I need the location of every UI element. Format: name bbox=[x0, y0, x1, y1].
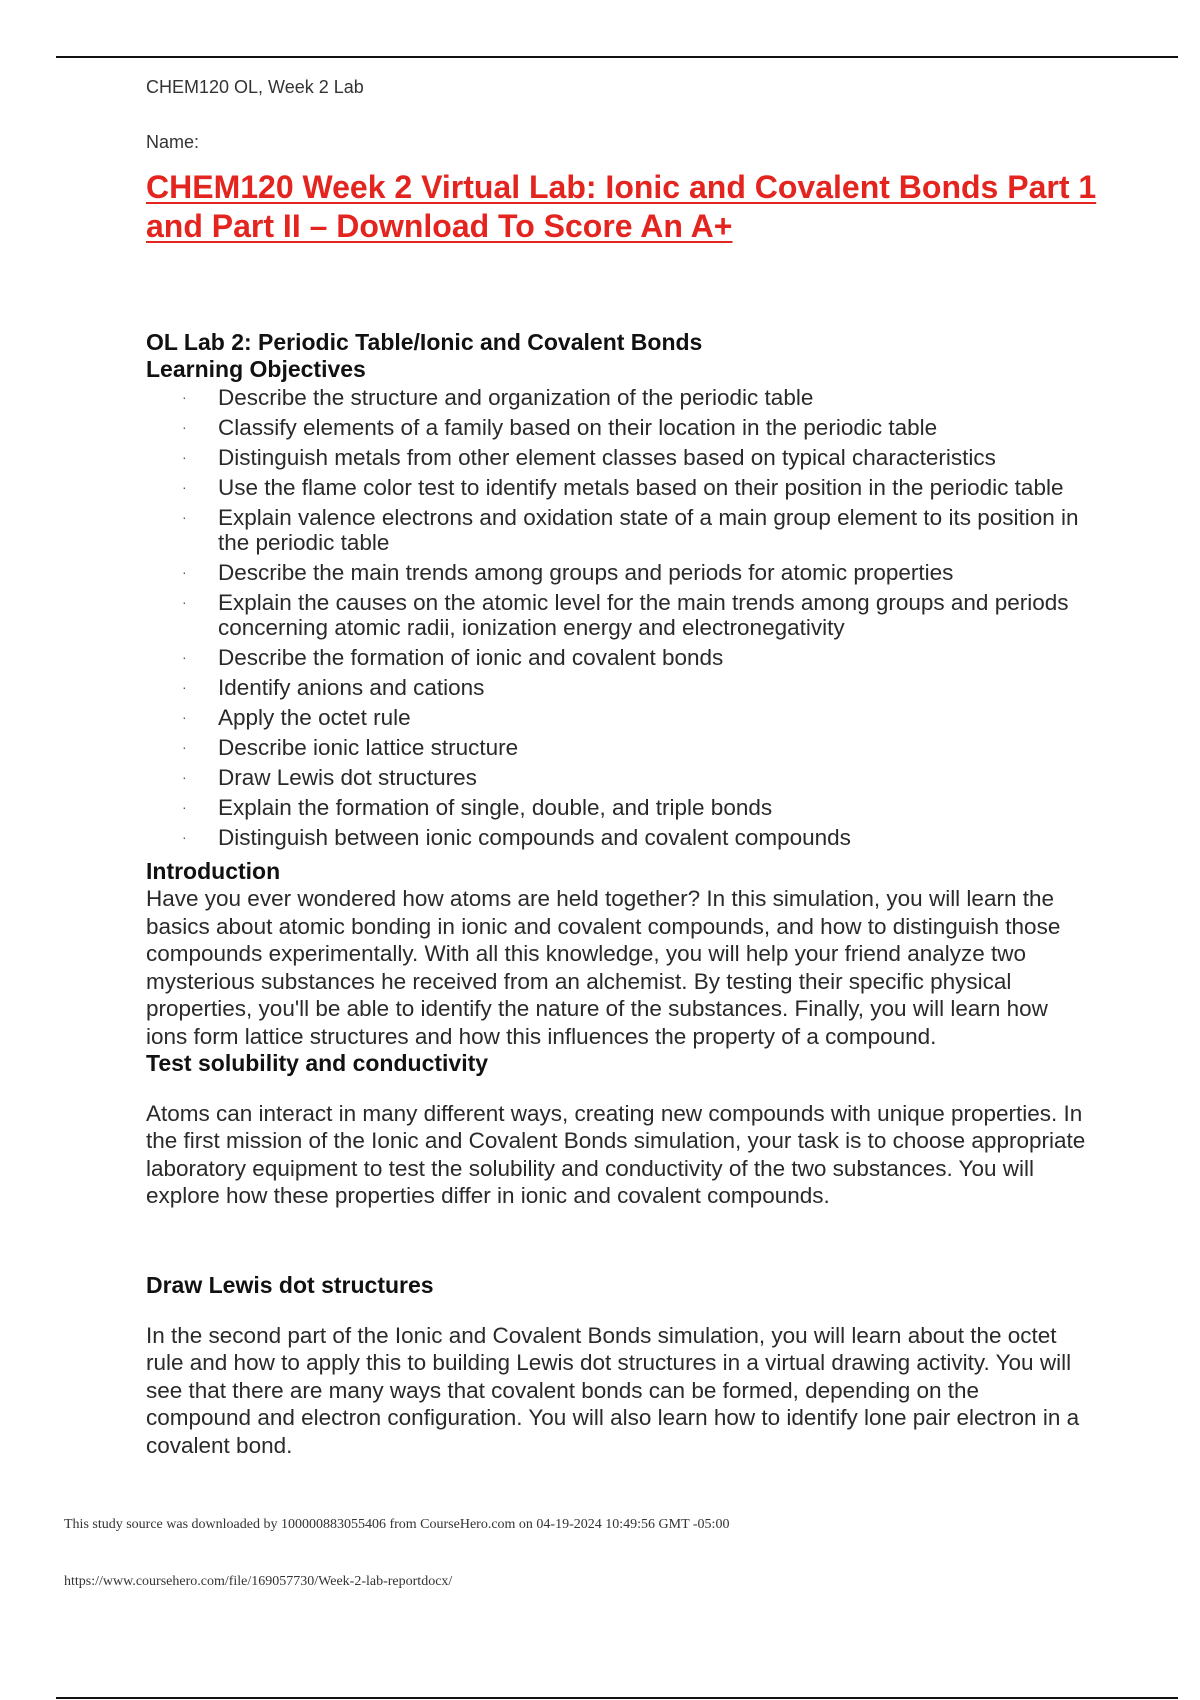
objective-text: Describe the structure and organization of the periodic table bbox=[218, 385, 814, 410]
objective-item bbox=[182, 735, 1086, 760]
bottom-rule bbox=[56, 1697, 1178, 1699]
objective-text: Distinguish between ionic compounds and covalent compounds bbox=[218, 825, 851, 850]
objective-item bbox=[182, 505, 1086, 555]
objectives-heading: Learning Objectives bbox=[146, 356, 366, 382]
objective-item bbox=[182, 415, 1086, 440]
objective-item bbox=[182, 765, 1086, 790]
bullet-icon: · bbox=[182, 509, 187, 525]
introduction-heading: Introduction bbox=[146, 858, 281, 884]
objective-text: Explain the causes on the atomic level for the main trends among groups and periods concerning atomic radii, ionization energy and electronegativity bbox=[218, 590, 1069, 640]
objective-text: Apply the octet rule bbox=[218, 705, 411, 730]
objective-item bbox=[182, 645, 1086, 670]
objective-text: Distinguish metals from other element classes based on typical characteristics bbox=[218, 445, 996, 470]
objectives-list bbox=[146, 385, 1086, 850]
lewis-heading: Draw Lewis dot structures bbox=[146, 1272, 434, 1298]
bullet-icon: · bbox=[182, 709, 187, 725]
objective-item bbox=[182, 795, 1086, 820]
solubility-heading: Test solubility and conductivity bbox=[146, 1050, 489, 1076]
objective-text: Explain valence electrons and oxidation state of a main group element to its position in the periodic table bbox=[218, 505, 1079, 555]
bullet-icon: · bbox=[182, 799, 187, 815]
top-rule bbox=[56, 56, 1178, 58]
objective-item bbox=[182, 825, 1086, 850]
introduction-body: Have you ever wondered how atoms are held together? In this simulation, you will learn the basics about atomic bonding in ionic and covalent compounds, and how to distinguish those compounds experimentally. With all this knowledge, you will help your friend analyze two mysterious substances he received from an alchemist. By testing their specific physical properties, you'll be able to identify the nature of the substances. Finally, you will learn how ions form lattice structures and how this influences the property of a compound. bbox=[146, 886, 1061, 1049]
bullet-icon: · bbox=[182, 769, 187, 785]
bullet-icon: · bbox=[182, 829, 187, 845]
lab-heading: OL Lab 2: Periodic Table/Ionic and Covalent Bonds bbox=[146, 329, 703, 355]
objective-text: Describe the main trends among groups and periods for atomic properties bbox=[218, 560, 954, 585]
objective-item bbox=[182, 445, 1086, 470]
section-spacer bbox=[146, 1232, 1086, 1272]
lewis-body: In the second part of the Ionic and Covalent Bonds simulation, you will learn about the octet rule and how to apply this to building Lewis dot structures in a virtual drawing activity. You will see that there are many ways that covalent bonds can be formed, depending on the compound and electron configuration. You will also learn how to identify lone pair electron in a covalent bond. bbox=[146, 1322, 1080, 1458]
objective-item bbox=[182, 590, 1086, 640]
objective-text: Classify elements of a family based on their location in the periodic table bbox=[218, 415, 938, 440]
objective-text: Explain the formation of single, double, and triple bonds bbox=[218, 795, 773, 820]
objective-item bbox=[182, 705, 1086, 730]
lewis-section bbox=[146, 1272, 1086, 1459]
objective-text: Describe ionic lattice structure bbox=[218, 735, 519, 760]
bullet-icon: · bbox=[182, 479, 187, 495]
download-source-note: This study source was downloaded by 100000883055406 from CourseHero.com on 04-19-2024 10:49:56 GMT -05:00 bbox=[64, 1517, 730, 1532]
objective-text: Describe the formation of ionic and covalent bonds bbox=[218, 645, 724, 670]
bullet-icon: · bbox=[182, 739, 187, 755]
document-title: CHEM120 Week 2 Virtual Lab: Ionic and Covalent Bonds Part 1 and Part II – Download To Score An A+ bbox=[146, 169, 1097, 244]
source-url[interactable]: https://www.coursehero.com/file/169057730/Week-2-lab-reportdocx/ bbox=[64, 1574, 453, 1589]
name-label: Name: bbox=[146, 132, 200, 152]
bullet-icon: · bbox=[182, 389, 187, 405]
objective-text: Draw Lewis dot structures bbox=[218, 765, 477, 790]
solubility-section bbox=[146, 1050, 1086, 1210]
objective-text: Use the flame color test to identify metals based on their position in the periodic table bbox=[218, 475, 1064, 500]
bullet-icon: · bbox=[182, 679, 187, 695]
document-body bbox=[146, 329, 1086, 1482]
introduction-section bbox=[146, 858, 1086, 1050]
bullet-icon: · bbox=[182, 594, 187, 610]
objective-item bbox=[182, 675, 1086, 700]
bullet-icon: · bbox=[182, 564, 187, 580]
objective-item bbox=[182, 560, 1086, 585]
objective-text: Identify anions and cations bbox=[218, 675, 485, 700]
bullet-icon: · bbox=[182, 419, 187, 435]
course-header: CHEM120 OL, Week 2 Lab bbox=[146, 77, 364, 97]
objective-item bbox=[182, 475, 1086, 500]
solubility-body: Atoms can interact in many different ways, creating new compounds with unique properties. In the first mission of the Ionic and Covalent Bonds simulation, your task is to choose appropriate laboratory equipment to test the solubility and conductivity of the two substances. You will explore how these properties differ in ionic and covalent compounds. bbox=[146, 1100, 1086, 1208]
bullet-icon: · bbox=[182, 649, 187, 665]
objective-item bbox=[182, 385, 1086, 410]
bullet-icon: · bbox=[182, 449, 187, 465]
